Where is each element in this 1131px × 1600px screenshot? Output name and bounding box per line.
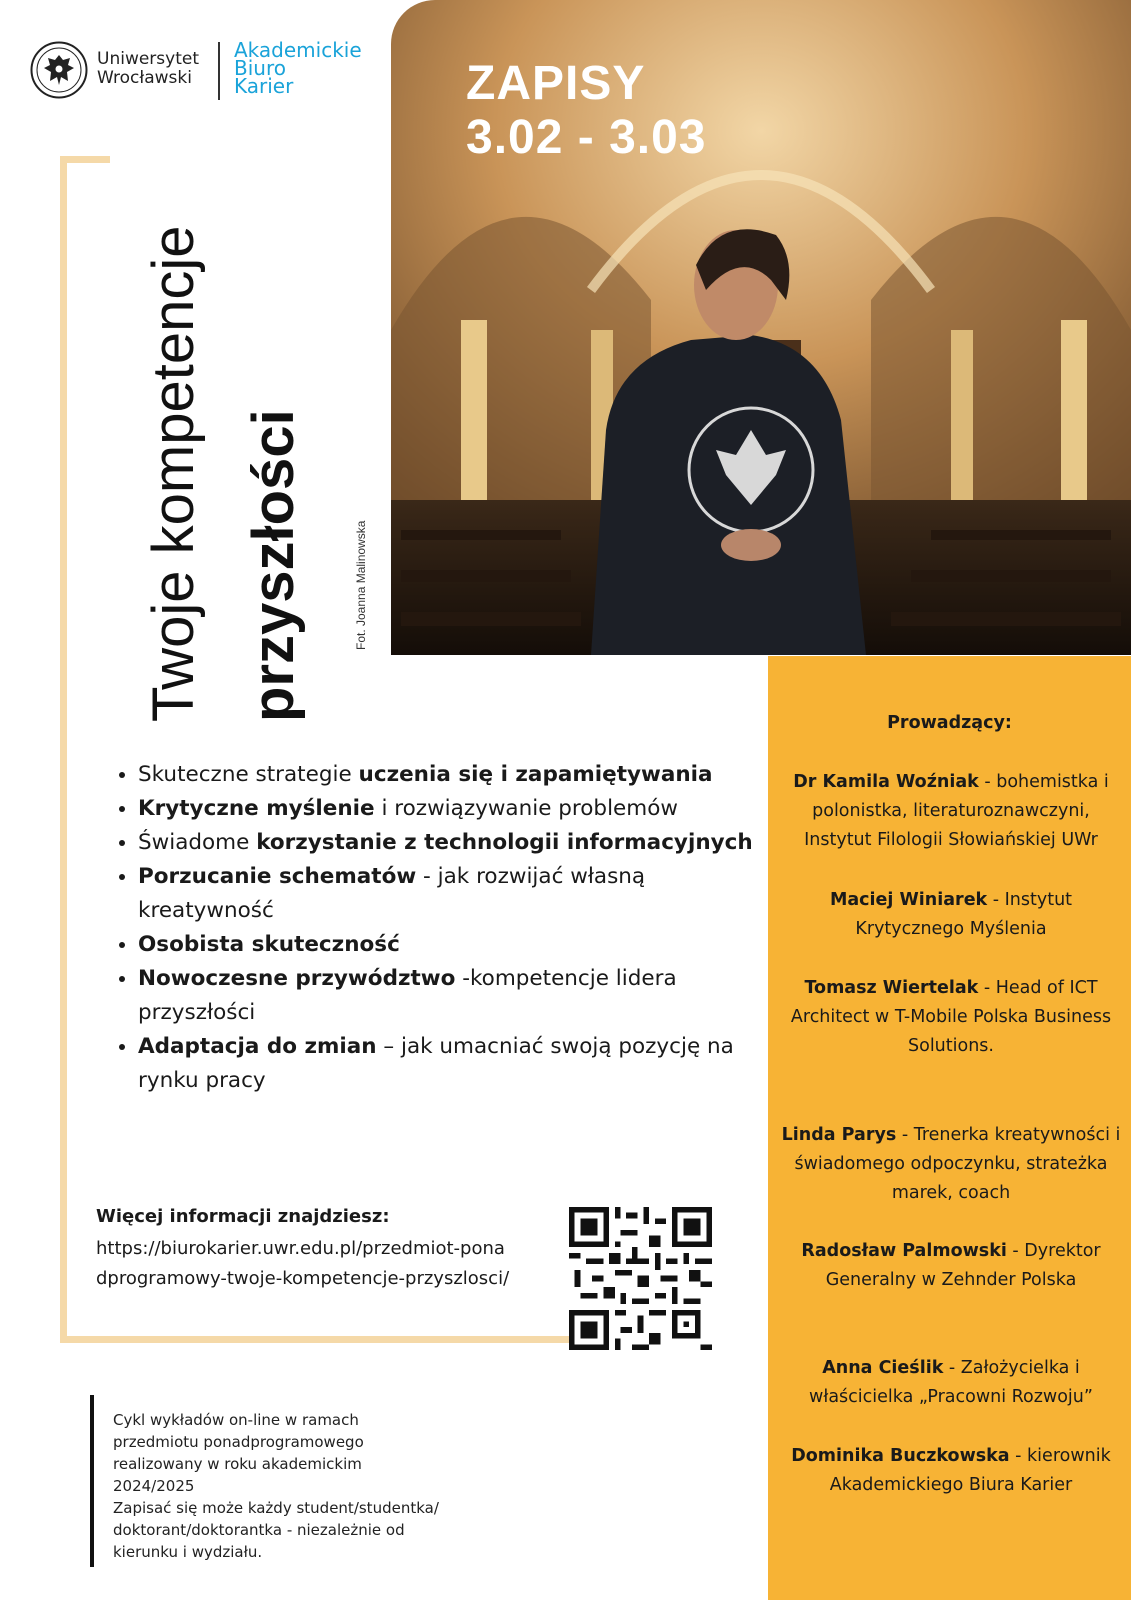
- topic-item: • Skuteczne strategie uczenia się i zapamiętywania: [138, 758, 753, 792]
- note-line: Cykl wykładów on-line w ramach: [113, 1411, 359, 1429]
- lecturers-heading: Prowadzący:: [887, 713, 1012, 733]
- lecturer-entry: Maciej Winiarek - Instytut Krytycznego Myślenia: [829, 890, 1073, 939]
- note-line: kierunku i wydziału.: [113, 1543, 263, 1561]
- note-line: przedmiotu ponadprogramowego: [113, 1433, 364, 1451]
- lecturer-entry: Tomasz Wiertelak - Head of ICT Architect w T-Mobile Polska Business Solutions.: [790, 978, 1112, 1056]
- bracket-left-line: [60, 156, 67, 1343]
- lecturer-entry: Dr Kamila Woźniak - bohemistka i polonistka, literaturoznawczyni, Instytut Filologii Słowiańskiej UWr: [793, 772, 1109, 850]
- career-office-line3: Karier: [234, 74, 294, 98]
- title-line2: przyszłości: [241, 409, 306, 722]
- topic-item: • Świadome korzystanie z technologii informacyjnych: [138, 826, 753, 860]
- lecturer-entry: Dominika Buczkowska - kierownik Akademickiego Biura Karier: [791, 1446, 1111, 1495]
- note-line: realizowany w roku akademickim: [113, 1455, 362, 1473]
- photo-credit: Fot. Joanna Malinowska: [354, 520, 368, 650]
- university-seal-logo: [30, 41, 88, 99]
- bracket-top-line: [60, 156, 110, 163]
- qr-code[interactable]: [569, 1207, 712, 1350]
- course-note: [113, 1409, 503, 1563]
- topic-item: • Adaptacja do zmian – jak umacniać swoją pozycję na rynku pracy: [138, 1030, 753, 1098]
- lecturer-entry: Radosław Palmowski - Dyrektor Generalny w Zehnder Polska: [801, 1241, 1101, 1290]
- topics-list: [110, 758, 753, 1098]
- career-office-line2: Biuro: [234, 56, 286, 80]
- registration-label: ZAPISY: [466, 57, 646, 110]
- topic-item: • Osobista skuteczność: [138, 928, 753, 962]
- note-accent-bar: [90, 1395, 94, 1567]
- more-info-heading: Więcej informacji znajdziesz:: [96, 1206, 390, 1227]
- career-office-line1: Akademickie: [234, 38, 362, 62]
- more-info-link[interactable]: https://biurokarier.uwr.edu.pl/przedmiot-ponadprogramowy-twoje-kompetencje-przyszlosci/: [96, 1238, 510, 1289]
- topic-item: • Krytyczne myślenie i rozwiązywanie problemów: [138, 792, 753, 826]
- registration-dates: [466, 57, 707, 165]
- lecturer-entry: Anna Cieślik - Założycielka i właścicielka „Pracowni Rozwoju”: [809, 1358, 1093, 1407]
- note-line: 2024/2025: [113, 1477, 195, 1495]
- note-line: Zapisać się może każdy student/studentka/: [113, 1499, 439, 1517]
- university-name-line1: Uniwersytet: [97, 49, 199, 69]
- bracket-bottom-line: [60, 1336, 634, 1343]
- note-line: doktorant/doktorantka - niezależnie od: [113, 1521, 405, 1539]
- title-line1: Twoje kompetencje: [141, 225, 206, 722]
- topic-item: • Nowoczesne przywództwo -kompetencje lidera przyszłości: [138, 962, 753, 1030]
- registration-date-range: 3.02 - 3.03: [466, 111, 707, 164]
- university-name-line2: Wrocławski: [97, 68, 192, 88]
- university-name: [97, 50, 199, 88]
- topic-item: • Porzucanie schematów - jak rozwijać własną kreatywność: [138, 860, 753, 928]
- career-office-logo: [234, 38, 362, 98]
- lecturer-entry: Linda Parys - Trenerka kreatywności i świadomego odpoczynku, strateżka marek, coach: [781, 1125, 1121, 1203]
- logo-divider: [218, 42, 220, 100]
